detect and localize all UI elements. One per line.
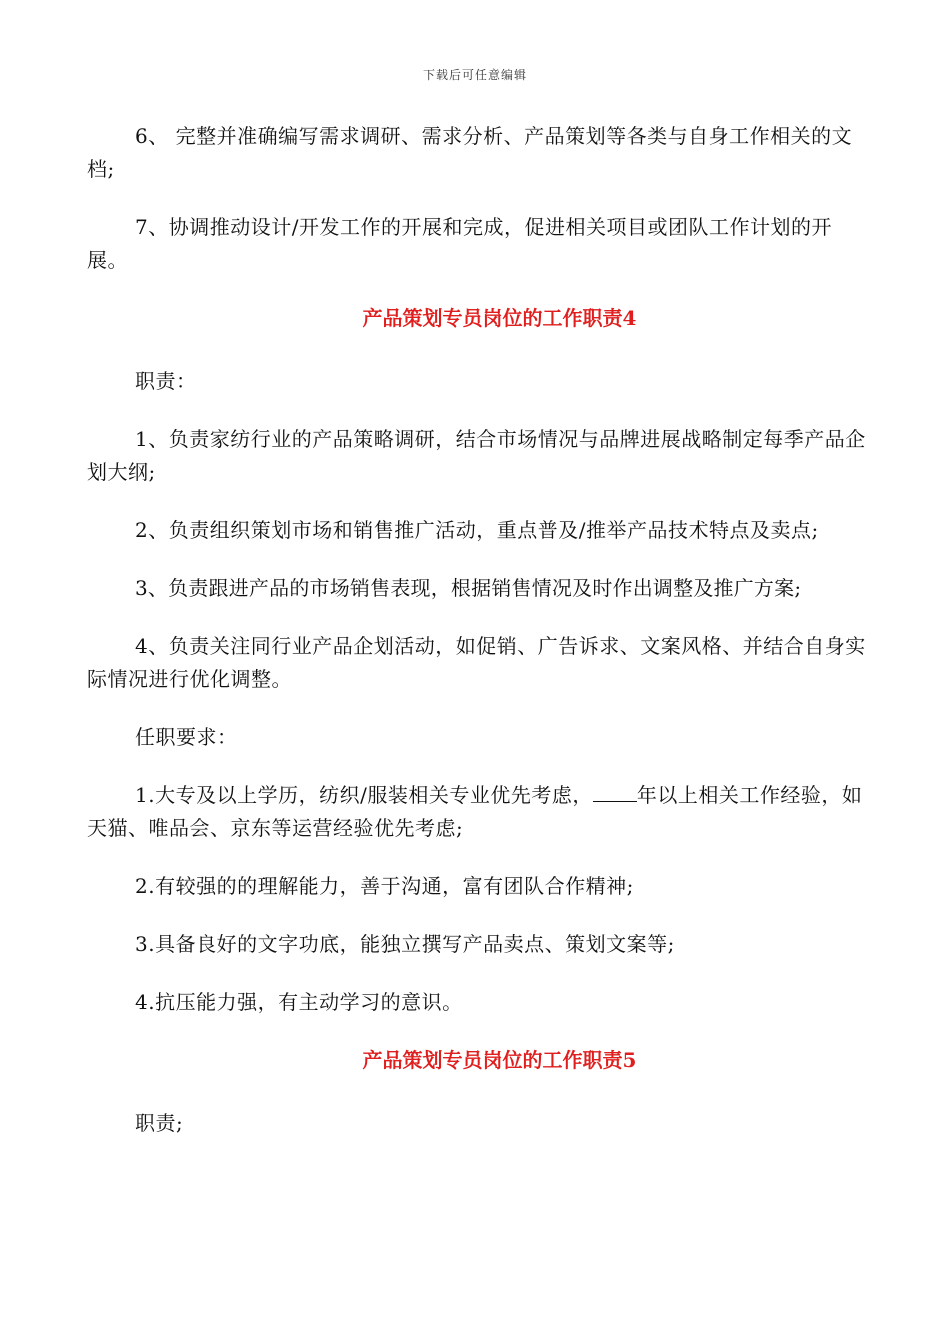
section-heading-5: 产品策划专员岗位的工作职责5 [362,1048,637,1072]
requirements-label: 任职要求： [135,725,238,749]
duties-label-4: 职责： [135,369,197,393]
requirement-item-1-part-b: 年以上相关工作经验，如天猫、唯品会、京东等运营经验优先考虑; [87,783,863,840]
requirement-item-4: 4.抗压能力强，有主动学习的意识。 [135,990,463,1014]
requirement-item-1-part-a: 1.大专及以上学历，纺织/服装相关专业优先考虑， [135,783,593,807]
requirement-item-2: 2.有较强的的理解能力，善于沟通，富有团队合作精神; [135,874,634,898]
document-body [87,120,872,1165]
section-heading-4: 产品策划专员岗位的工作职责4 [362,306,637,330]
duty-item-4: 4、负责关注同行业产品企划活动，如促销、广告诉求、文案风格、并结合自身实际情况进行优化调整。 [87,634,866,691]
duty-item-2: 2、负责组织策划市场和销售推广活动，重点普及/推举产品技术特点及卖点; [135,518,819,542]
page-header: 下载后可任意编辑 [422,68,527,82]
paragraph-item-7: 7、协调推动设计/开发工作的开展和完成，促进相关项目或团队工作计划的开展。 [87,215,832,272]
paragraph-item-6: 6、 完整并准确编写需求调研、需求分析、产品策划等各类与自身工作相关的文档; [87,124,853,181]
duties-label-5: 职责; [135,1111,184,1135]
requirement-item-3: 3.具备良好的文字功底，能独立撰写产品卖点、策划文案等; [135,932,675,956]
requirement-item-1 [87,779,872,845]
duty-item-3: 3、负责跟进产品的市场销售表现，根据销售情况及时作出调整及推广方案; [135,576,802,600]
duty-item-1: 1、负责家纺行业的产品策略调研，结合市场情况与品牌进展战略制定每季产品企划大纲; [87,427,866,484]
blank-field [593,800,637,802]
